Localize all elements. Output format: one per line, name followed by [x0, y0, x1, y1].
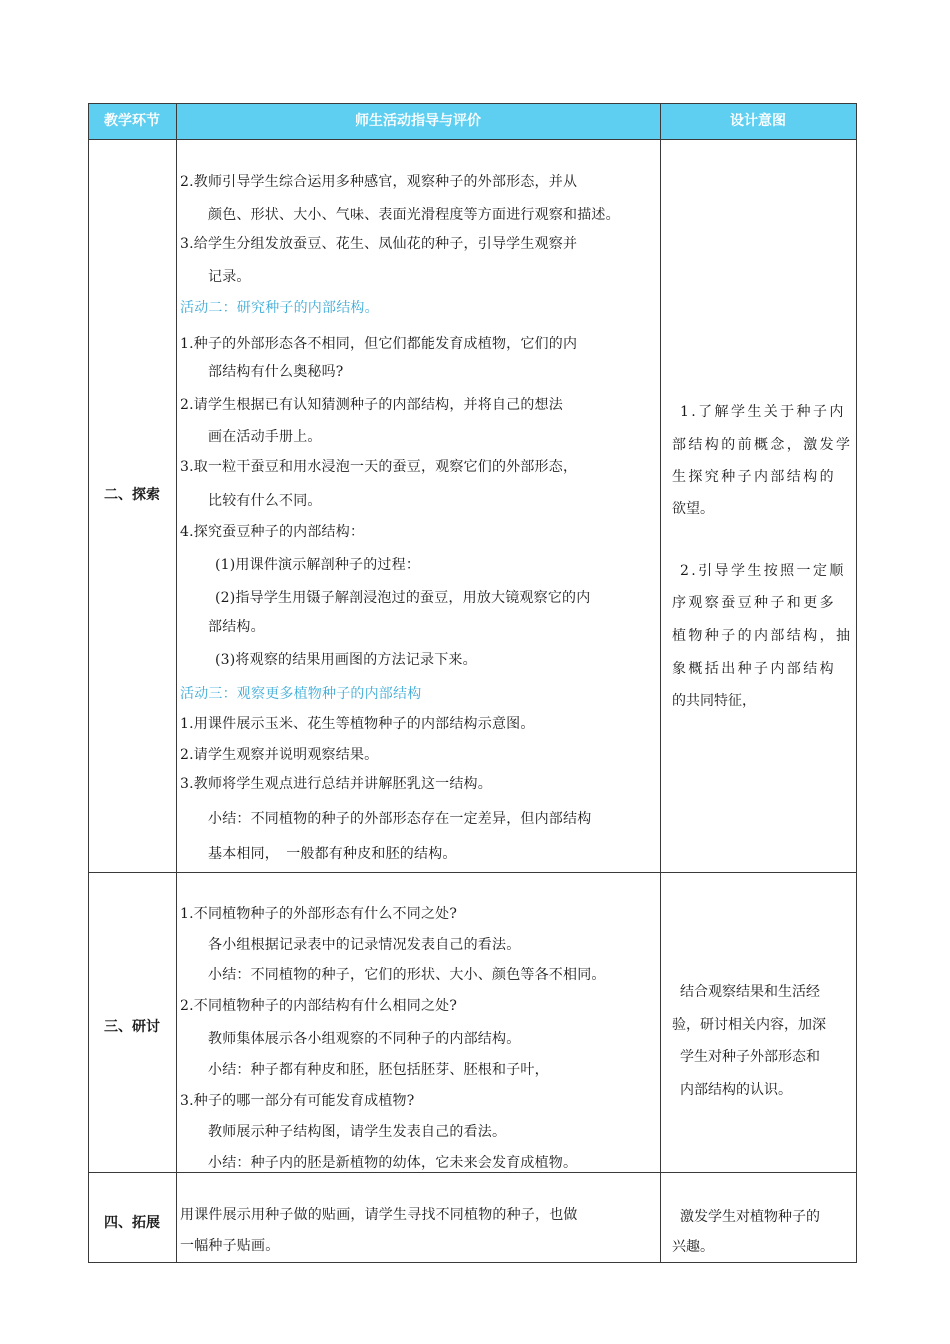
- table-border-bottom: [88, 1262, 857, 1263]
- explore-line: 画在活动手册上。: [208, 429, 322, 445]
- explore-line: 4.探究蚕豆种子的内部结构：: [180, 524, 365, 540]
- design-line: 学生对种子外部形态和: [680, 1049, 820, 1065]
- discuss-line: 1.不同植物种子的外部形态有什么不同之处?: [180, 906, 458, 922]
- design-line: 1.了解学生关于种子内: [680, 404, 846, 420]
- design-line: 内部结构的认识。: [680, 1082, 792, 1098]
- design-line: 植物种子的内部结构，抽: [672, 628, 853, 644]
- explore-line: (3)将观察的结果用画图的方法记录下来。: [215, 652, 477, 668]
- explore-line: 记录。: [208, 269, 251, 285]
- table-border-row2-top: [88, 872, 857, 873]
- explore-line: 颜色、形状、大小、气味、表面光滑程度等方面进行观察和描述。: [208, 207, 620, 223]
- table-border-col2: [660, 103, 661, 1263]
- extend-line: 用课件展示用种子做的贴画，请学生寻找不同植物的种子，也做: [180, 1207, 578, 1223]
- activity-three-heading: 活动三：观察更多植物种子的内部结构: [180, 686, 422, 702]
- design-line: 2.引导学生按照一定顺: [680, 563, 846, 579]
- section-label-explore: 二、探索: [104, 487, 160, 503]
- table-border-right: [856, 103, 857, 1263]
- discuss-line: 各小组根据记录表中的记录情况发表自己的看法。: [208, 937, 521, 953]
- explore-line: 比较有什么不同。: [208, 493, 322, 509]
- explore-line: 3.教师将学生观点进行总结并讲解胚乳这一结构。: [180, 776, 492, 792]
- design-line: 象概括出种子内部结构: [672, 661, 836, 677]
- table-border-left: [88, 103, 89, 1263]
- explore-line: 部结构有什么奥秘吗?: [208, 364, 344, 380]
- section-label-discuss: 三、研讨: [104, 1019, 160, 1035]
- header-activity-guidance: 师生活动指导与评价: [355, 113, 481, 129]
- design-line: 序观察蚕豆种子和更多: [672, 595, 836, 611]
- design-line: 部结构的前概念，激发学: [672, 437, 853, 453]
- discuss-line: 小结：种子都有种皮和胚，胚包括胚芽、胚根和子叶，: [208, 1062, 549, 1078]
- section-label-extend: 四、拓展: [104, 1215, 160, 1231]
- discuss-line: 小结：种子内的胚是新植物的幼体，它未来会发育成植物。: [208, 1155, 578, 1171]
- design-line: 验，研讨相关内容，加深: [672, 1017, 826, 1033]
- explore-line: (2)指导学生用镊子解剖浸泡过的蚕豆，用放大镜观察它的内: [215, 590, 591, 606]
- extend-line: 一幅种子贴画。: [180, 1238, 280, 1254]
- header-teaching-stage: 教学环节: [104, 113, 160, 129]
- design-line: 的共同特征，: [672, 693, 756, 709]
- table-border-header-bottom: [88, 139, 857, 140]
- explore-line: 1.种子的外部形态各不相同，但它们都能发育成植物，它们的内: [180, 336, 578, 352]
- explore-line: 3.给学生分组发放蚕豆、花生、凤仙花的种子，引导学生观察并: [180, 236, 578, 252]
- explore-line: 2.教师引导学生综合运用多种感官，观察种子的外部形态，并从: [180, 174, 578, 190]
- explore-line: (1)用课件演示解剖种子的过程：: [215, 557, 421, 573]
- design-line: 激发学生对植物种子的: [680, 1209, 820, 1225]
- table-border-col1: [176, 103, 177, 1263]
- explore-summary: 小结：不同植物的种子的外部形态存在一定差异，但内部结构: [208, 811, 592, 827]
- design-line: 生探究种子内部结构的: [672, 469, 836, 485]
- discuss-line: 教师集体展示各小组观察的不同种子的内部结构。: [208, 1031, 521, 1047]
- explore-line: 2.请学生根据已有认知猜测种子的内部结构，并将自己的想法: [180, 397, 563, 413]
- discuss-line: 教师展示种子结构图，请学生发表自己的看法。: [208, 1124, 507, 1140]
- design-line: 兴趣。: [672, 1239, 714, 1255]
- explore-line: 2.请学生观察并说明观察结果。: [180, 747, 379, 763]
- design-line: 欲望。: [672, 501, 714, 517]
- explore-summary: 基本相同， 一般都有种皮和胚的结构。: [208, 846, 457, 862]
- explore-line: 1.用课件展示玉米、花生等植物种子的内部结构示意图。: [180, 716, 535, 732]
- explore-line: 3.取一粒干蚕豆和用水浸泡一天的蚕豆，观察它们的外部形态，: [180, 459, 578, 475]
- design-line: 结合观察结果和生活经: [680, 984, 820, 1000]
- discuss-line: 小结：不同植物的种子，它们的形状、大小、颜色等各不相同。: [208, 967, 606, 983]
- activity-two-heading: 活动二：研究种子的内部结构。: [180, 300, 379, 316]
- header-design-intent: 设计意图: [730, 113, 786, 129]
- table-border-row3-top: [88, 1172, 857, 1173]
- discuss-line: 2.不同植物种子的内部结构有什么相同之处?: [180, 998, 458, 1014]
- explore-line: 部结构。: [208, 619, 265, 635]
- discuss-line: 3.种子的哪一部分有可能发育成植物?: [180, 1093, 415, 1109]
